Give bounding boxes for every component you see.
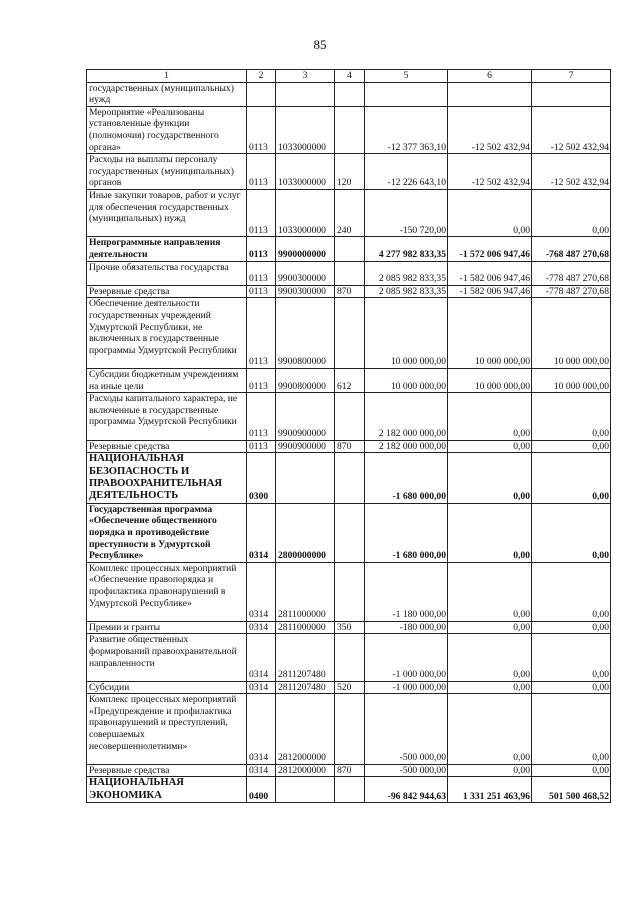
amount-year1-cell: -1 680 000,00 [365, 503, 448, 562]
amount-year1-cell: -96 842 944,63 [365, 777, 448, 803]
target-code-cell: 2811207480 [276, 634, 335, 681]
amount-year1-cell [365, 82, 448, 106]
section-code-cell: 0314 [247, 634, 276, 681]
table-row [87, 562, 611, 621]
expense-kind-cell [335, 298, 365, 369]
table-row [87, 694, 611, 765]
amount-year1-cell: -12 377 363,10 [365, 106, 448, 153]
table-row [87, 503, 611, 562]
amount-year2-cell: -1 572 006 947,46 [448, 237, 532, 261]
section-code-cell: 0113 [247, 440, 276, 453]
amount-year2-cell: 10 000 000,00 [448, 368, 532, 392]
row-name-cell: Резервные средства [87, 285, 247, 298]
target-code-cell: 2811207480 [276, 681, 335, 694]
header-cell: 1 [87, 70, 247, 83]
header-cell: 3 [276, 70, 335, 83]
row-name-cell: Резервные средства [87, 440, 247, 453]
expense-kind-cell: 520 [335, 681, 365, 694]
expense-kind-cell: 870 [335, 440, 365, 453]
amount-year2-cell: 0,00 [448, 681, 532, 694]
target-code-cell: 9900800000 [276, 368, 335, 392]
amount-year3-cell: 10 000 000,00 [532, 298, 611, 369]
amount-year2-cell: -1 582 006 947,46 [448, 285, 532, 298]
amount-year2-cell: -12 502 432,94 [448, 154, 532, 190]
amount-year1-cell: -12 226 643,10 [365, 154, 448, 190]
amount-year3-cell: 0,00 [532, 393, 611, 440]
table-row [87, 285, 611, 298]
section-code-cell: 0113 [247, 237, 276, 261]
amount-year3-cell: -768 487 270,68 [532, 237, 611, 261]
amount-year3-cell: 0,00 [532, 440, 611, 453]
amount-year2-cell: 0,00 [448, 621, 532, 634]
section-code-cell: 0314 [247, 681, 276, 694]
row-name-cell: Иные закупки товаров, работ и услуг для обеспечения государственных (муниципальных) нужд [87, 189, 247, 236]
amount-year1-cell: -1 000 000,00 [365, 634, 448, 681]
amount-year3-cell: 0,00 [532, 562, 611, 621]
row-name-cell: Комплекс процессных мероприятий «Предупреждение и профилактика правонарушений и преступлений, совершаемых несовершеннолетними» [87, 694, 247, 765]
row-name-cell: государственных (муниципальных) нужд [87, 82, 247, 106]
table-row [87, 261, 611, 285]
table-row [87, 777, 611, 803]
row-name-cell: Развитие общественных формирований правоохранительной направленности [87, 634, 247, 681]
table-row [87, 681, 611, 694]
section-code-cell: 0314 [247, 503, 276, 562]
section-code-cell [247, 82, 276, 106]
row-name-cell: Государственная программа «Обеспечение общественного порядка и противодействие преступности в Удмуртской Республике» [87, 503, 247, 562]
amount-year3-cell: -778 487 270,68 [532, 285, 611, 298]
amount-year2-cell: 0,00 [448, 562, 532, 621]
amount-year1-cell: 2 085 982 833,35 [365, 285, 448, 298]
row-name-cell: Премии и гранты [87, 621, 247, 634]
amount-year2-cell: 0,00 [448, 503, 532, 562]
table-row [87, 440, 611, 453]
budget-table [86, 69, 611, 803]
row-name-cell: Расходы на выплаты персоналу государственных (муниципальных) органов [87, 154, 247, 190]
amount-year2-cell: 10 000 000,00 [448, 298, 532, 369]
page-number: 85 [313, 37, 327, 52]
amount-year2-cell: 0,00 [448, 440, 532, 453]
table-row [87, 634, 611, 681]
table-row [87, 298, 611, 369]
header-cell: 7 [532, 70, 611, 83]
target-code-cell: 1033000000 [276, 189, 335, 236]
section-code-cell: 0314 [247, 621, 276, 634]
section-code-cell: 0113 [247, 368, 276, 392]
amount-year3-cell: -12 502 432,94 [532, 106, 611, 153]
amount-year3-cell [532, 82, 611, 106]
amount-year3-cell: -12 502 432,94 [532, 154, 611, 190]
amount-year3-cell: 0,00 [532, 681, 611, 694]
table-row [87, 368, 611, 392]
header-row [87, 70, 611, 83]
amount-year1-cell: -1 680 000,00 [365, 453, 448, 504]
table-row [87, 393, 611, 440]
row-name-cell: Комплекс процессных мероприятий «Обеспечение правопорядка и профилактика правонарушений в Удмуртской Республике» [87, 562, 247, 621]
amount-year3-cell: 0,00 [532, 764, 611, 777]
target-code-cell: 9900300000 [276, 285, 335, 298]
amount-year2-cell: 0,00 [448, 393, 532, 440]
amount-year2-cell: 0,00 [448, 634, 532, 681]
table-row [87, 106, 611, 153]
amount-year3-cell: 10 000 000,00 [532, 368, 611, 392]
section-code-cell: 0314 [247, 562, 276, 621]
section-code-cell: 0113 [247, 189, 276, 236]
expense-kind-cell: 240 [335, 189, 365, 236]
target-code-cell: 1033000000 [276, 154, 335, 190]
amount-year2-cell: -12 502 432,94 [448, 106, 532, 153]
amount-year2-cell: 0,00 [448, 764, 532, 777]
row-name-cell: Прочие обязательства государства [87, 261, 247, 285]
row-name-cell: Резервные средства [87, 764, 247, 777]
section-code-cell: 0113 [247, 106, 276, 153]
target-code-cell: 9900800000 [276, 298, 335, 369]
amount-year2-cell: 0,00 [448, 694, 532, 765]
amount-year2-cell [448, 82, 532, 106]
target-code-cell: 9900900000 [276, 440, 335, 453]
expense-kind-cell: 612 [335, 368, 365, 392]
row-name-cell: Мероприятие «Реализованы установленные функции (полномочия) государственного органа» [87, 106, 247, 153]
table-row [87, 82, 611, 106]
section-code-cell: 0113 [247, 298, 276, 369]
amount-year1-cell: -150 720,00 [365, 189, 448, 236]
amount-year1-cell: 4 277 982 833,35 [365, 237, 448, 261]
target-code-cell: 9900900000 [276, 393, 335, 440]
expense-kind-cell [335, 82, 365, 106]
expense-kind-cell: 870 [335, 285, 365, 298]
header-cell: 6 [448, 70, 532, 83]
expense-kind-cell [335, 503, 365, 562]
expense-kind-cell [335, 393, 365, 440]
header-cell: 5 [365, 70, 448, 83]
row-name-cell: Расходы капитального характера, не включенные в государственные программы Удмуртской Республики [87, 393, 247, 440]
amount-year1-cell: 2 182 000 000,00 [365, 393, 448, 440]
target-code-cell [276, 453, 335, 504]
amount-year3-cell: 501 500 468,52 [532, 777, 611, 803]
section-code-cell: 0113 [247, 393, 276, 440]
expense-kind-cell [335, 562, 365, 621]
target-code-cell: 1033000000 [276, 106, 335, 153]
section-code-cell: 0113 [247, 285, 276, 298]
expense-kind-cell [335, 261, 365, 285]
table-row [87, 764, 611, 777]
expense-kind-cell [335, 106, 365, 153]
header-cell: 4 [335, 70, 365, 83]
row-name-cell: Обеспечение деятельности государственных учреждений Удмуртской Республики, не включенных в государственные программы Удмуртской Республики [87, 298, 247, 369]
section-code-cell: 0300 [247, 453, 276, 504]
amount-year3-cell: 0,00 [532, 634, 611, 681]
table-row [87, 453, 611, 504]
table-row [87, 189, 611, 236]
expense-kind-cell [335, 634, 365, 681]
amount-year3-cell: 0,00 [532, 503, 611, 562]
amount-year1-cell: 2 182 000 000,00 [365, 440, 448, 453]
target-code-cell: 2811000000 [276, 621, 335, 634]
amount-year1-cell: 2 085 982 833,35 [365, 261, 448, 285]
target-code-cell: 2800000000 [276, 503, 335, 562]
row-name-cell: Субсидии бюджетным учреждениям на иные цели [87, 368, 247, 392]
row-name-cell: Непрограммные направления деятельности [87, 237, 247, 261]
table-row [87, 621, 611, 634]
amount-year3-cell: 0,00 [532, 453, 611, 504]
amount-year1-cell: -500 000,00 [365, 764, 448, 777]
amount-year1-cell: -1 000 000,00 [365, 681, 448, 694]
target-code-cell: 9900300000 [276, 261, 335, 285]
amount-year3-cell: 0,00 [532, 189, 611, 236]
row-name-cell: НАЦИОНАЛЬНАЯ ЭКОНОМИКА [87, 777, 247, 803]
amount-year2-cell: 1 331 251 463,96 [448, 777, 532, 803]
row-name-cell: Субсидии [87, 681, 247, 694]
amount-year3-cell: 0,00 [532, 694, 611, 765]
expense-kind-cell [335, 694, 365, 765]
target-code-cell [276, 82, 335, 106]
amount-year1-cell: 10 000 000,00 [365, 298, 448, 369]
header-cell: 2 [247, 70, 276, 83]
amount-year3-cell: -778 487 270,68 [532, 261, 611, 285]
amount-year2-cell: -1 582 006 947,46 [448, 261, 532, 285]
target-code-cell: 2812000000 [276, 694, 335, 765]
section-code-cell: 0314 [247, 764, 276, 777]
expense-kind-cell: 870 [335, 764, 365, 777]
section-code-cell: 0314 [247, 694, 276, 765]
amount-year1-cell: -500 000,00 [365, 694, 448, 765]
table-row [87, 237, 611, 261]
target-code-cell: 9900000000 [276, 237, 335, 261]
section-code-cell: 0113 [247, 261, 276, 285]
amount-year1-cell: -1 180 000,00 [365, 562, 448, 621]
amount-year1-cell: 10 000 000,00 [365, 368, 448, 392]
amount-year1-cell: -180 000,00 [365, 621, 448, 634]
target-code-cell: 2812000000 [276, 764, 335, 777]
expense-kind-cell: 350 [335, 621, 365, 634]
expense-kind-cell [335, 777, 365, 803]
expense-kind-cell [335, 453, 365, 504]
expense-kind-cell [335, 237, 365, 261]
table-row [87, 154, 611, 190]
row-name-cell: НАЦИОНАЛЬНАЯ БЕЗОПАСНОСТЬ И ПРАВООХРАНИТЕЛЬНАЯ ДЕЯТЕЛЬНОСТЬ [87, 453, 247, 504]
amount-year2-cell: 0,00 [448, 189, 532, 236]
target-code-cell: 2811000000 [276, 562, 335, 621]
target-code-cell [276, 777, 335, 803]
amount-year3-cell: 0,00 [532, 621, 611, 634]
section-code-cell: 0400 [247, 777, 276, 803]
section-code-cell: 0113 [247, 154, 276, 190]
expense-kind-cell: 120 [335, 154, 365, 190]
amount-year2-cell: 0,00 [448, 453, 532, 504]
